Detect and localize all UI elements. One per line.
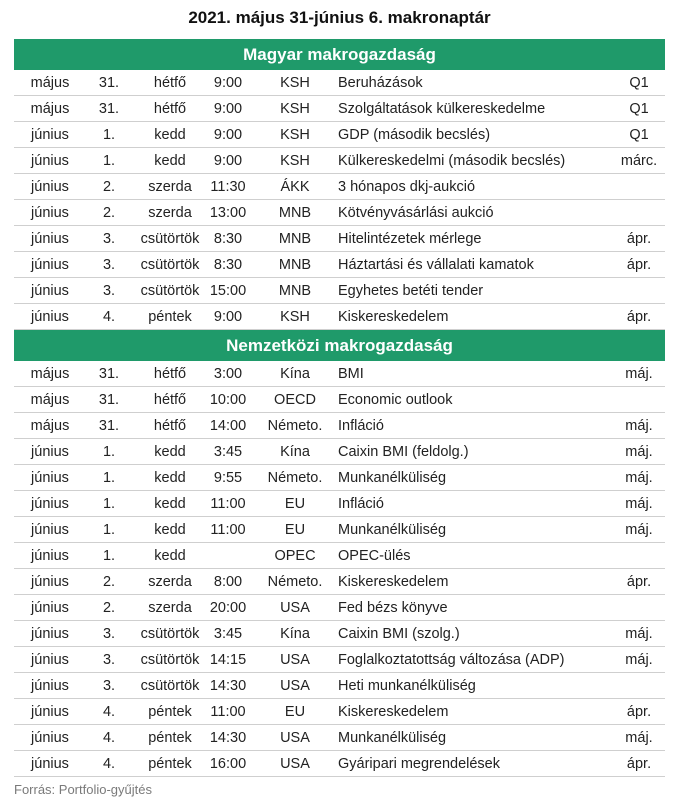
source-cell: ÁKK bbox=[280, 179, 310, 195]
period-cell: ápr. bbox=[626, 257, 652, 273]
event-cell: Infláció bbox=[338, 418, 384, 434]
event-cell: Kötvényvásárlási aukció bbox=[338, 205, 494, 221]
time-cell: 16:00 bbox=[209, 756, 247, 772]
time-cell: 9:00 bbox=[213, 75, 243, 91]
weekday-cell: hétfő bbox=[153, 366, 187, 382]
event-cell: Kiskereskedelem bbox=[338, 574, 449, 590]
source-cell: KSH bbox=[280, 127, 310, 143]
table-row bbox=[14, 413, 665, 439]
month-cell: május bbox=[30, 75, 70, 91]
weekday-cell: szerda bbox=[148, 600, 192, 616]
day-cell: 3. bbox=[102, 652, 116, 668]
event-cell: Beruházások bbox=[338, 75, 423, 91]
weekday-cell: péntek bbox=[148, 756, 192, 772]
day-cell: 4. bbox=[102, 309, 116, 325]
month-cell: június bbox=[31, 231, 69, 247]
time-cell: 3:00 bbox=[213, 366, 243, 382]
month-cell: június bbox=[31, 470, 69, 486]
period-cell: márc. bbox=[620, 153, 658, 169]
period-cell: ápr. bbox=[626, 231, 652, 247]
source-cell: Kína bbox=[280, 366, 310, 382]
event-cell: Fed bézs könyve bbox=[338, 600, 448, 616]
weekday-cell: péntek bbox=[148, 309, 192, 325]
table-row bbox=[14, 226, 665, 252]
month-cell: június bbox=[31, 574, 69, 590]
day-cell: 4. bbox=[102, 730, 116, 746]
month-cell: június bbox=[31, 548, 69, 564]
time-cell: 9:00 bbox=[213, 127, 243, 143]
event-cell: Caixin BMI (feldolg.) bbox=[338, 444, 469, 460]
day-cell: 31. bbox=[98, 75, 120, 91]
table-row bbox=[14, 699, 665, 725]
day-cell: 31. bbox=[98, 418, 120, 434]
source-cell: OECD bbox=[274, 392, 316, 408]
table-row bbox=[14, 595, 665, 621]
day-cell: 3. bbox=[102, 231, 116, 247]
weekday-cell: csütörtök bbox=[140, 678, 200, 694]
source-cell: MNB bbox=[278, 205, 312, 221]
weekday-cell: hétfő bbox=[153, 418, 187, 434]
period-cell: máj. bbox=[625, 366, 653, 382]
source-cell: Németo. bbox=[267, 418, 323, 434]
weekday-cell: csütörtök bbox=[140, 652, 200, 668]
weekday-cell: csütörtök bbox=[140, 257, 200, 273]
event-cell: Economic outlook bbox=[338, 392, 453, 408]
table-row bbox=[14, 465, 665, 491]
period-cell: ápr. bbox=[626, 756, 652, 772]
table-row bbox=[14, 439, 665, 465]
period-cell: máj. bbox=[625, 444, 653, 460]
month-cell: május bbox=[30, 366, 70, 382]
weekday-cell: kedd bbox=[154, 496, 186, 512]
weekday-cell: kedd bbox=[154, 522, 186, 538]
section-header: Magyar makrogazdaság bbox=[14, 39, 665, 70]
period-cell: máj. bbox=[625, 652, 653, 668]
month-cell: június bbox=[31, 205, 69, 221]
weekday-cell: kedd bbox=[154, 470, 186, 486]
day-cell: 2. bbox=[102, 205, 116, 221]
page-title: 2021. május 31-június 6. makronaptár bbox=[188, 8, 491, 27]
weekday-cell: hétfő bbox=[153, 75, 187, 91]
source-cell: OPEC bbox=[274, 548, 316, 564]
time-cell: 15:00 bbox=[209, 283, 247, 299]
source-cell: Németo. bbox=[267, 470, 323, 486]
source-cell: EU bbox=[284, 496, 306, 512]
month-cell: június bbox=[31, 626, 69, 642]
table-row bbox=[14, 148, 665, 174]
day-cell: 1. bbox=[102, 153, 116, 169]
event-cell: GDP (második becslés) bbox=[338, 127, 491, 143]
table-row bbox=[14, 96, 665, 122]
table-row bbox=[14, 621, 665, 647]
source-cell: KSH bbox=[280, 101, 310, 117]
table-row bbox=[14, 517, 665, 543]
table-row bbox=[14, 647, 665, 673]
table-row bbox=[14, 278, 665, 304]
month-cell: május bbox=[30, 101, 70, 117]
weekday-cell: csütörtök bbox=[140, 626, 200, 642]
period-cell: ápr. bbox=[626, 574, 652, 590]
time-cell: 8:30 bbox=[213, 231, 243, 247]
source-cell: KSH bbox=[280, 309, 310, 325]
calendar-table bbox=[14, 39, 665, 777]
source-cell: MNB bbox=[278, 231, 312, 247]
weekday-cell: péntek bbox=[148, 704, 192, 720]
event-cell: Szolgáltatások külkereskedelme bbox=[338, 101, 546, 117]
time-cell: 13:00 bbox=[209, 205, 247, 221]
weekday-cell: hétfő bbox=[153, 101, 187, 117]
source-cell: USA bbox=[280, 730, 310, 746]
month-cell: június bbox=[31, 756, 69, 772]
table-row bbox=[14, 174, 665, 200]
weekday-cell: szerda bbox=[148, 205, 192, 221]
period-cell: máj. bbox=[625, 496, 653, 512]
day-cell: 31. bbox=[98, 392, 120, 408]
event-cell: Munkanélküliség bbox=[338, 522, 447, 538]
time-cell: 3:45 bbox=[213, 626, 243, 642]
source-note: Forrás: Portfolio-gyűjtés bbox=[14, 782, 152, 797]
weekday-cell: kedd bbox=[154, 548, 186, 564]
day-cell: 2. bbox=[102, 600, 116, 616]
month-cell: június bbox=[31, 522, 69, 538]
source-cell: KSH bbox=[280, 75, 310, 91]
day-cell: 4. bbox=[102, 756, 116, 772]
day-cell: 1. bbox=[102, 470, 116, 486]
event-cell: Infláció bbox=[338, 496, 384, 512]
table-row bbox=[14, 673, 665, 699]
month-cell: június bbox=[31, 309, 69, 325]
source-cell: USA bbox=[280, 678, 310, 694]
time-cell: 3:45 bbox=[213, 444, 243, 460]
event-cell: 3 hónapos dkj-aukció bbox=[338, 179, 476, 195]
source-cell: MNB bbox=[278, 257, 312, 273]
source-cell: EU bbox=[284, 522, 306, 538]
month-cell: június bbox=[31, 444, 69, 460]
time-cell: 9:00 bbox=[213, 309, 243, 325]
day-cell: 2. bbox=[102, 179, 116, 195]
period-cell: Q1 bbox=[629, 127, 649, 143]
table-row bbox=[14, 569, 665, 595]
month-cell: június bbox=[31, 153, 69, 169]
month-cell: május bbox=[30, 392, 70, 408]
source-cell: Németo. bbox=[267, 574, 323, 590]
table-row bbox=[14, 751, 665, 777]
table-row bbox=[14, 725, 665, 751]
time-cell: 9:00 bbox=[213, 101, 243, 117]
source-cell: USA bbox=[280, 652, 310, 668]
month-cell: május bbox=[30, 418, 70, 434]
event-cell: Külkereskedelmi (második becslés) bbox=[338, 153, 566, 169]
time-cell: 20:00 bbox=[209, 600, 247, 616]
month-cell: június bbox=[31, 652, 69, 668]
time-cell: 11:00 bbox=[210, 704, 246, 720]
month-cell: június bbox=[31, 678, 69, 694]
weekday-cell: kedd bbox=[154, 127, 186, 143]
event-cell: Kiskereskedelem bbox=[338, 309, 449, 325]
month-cell: június bbox=[31, 704, 69, 720]
weekday-cell: kedd bbox=[154, 153, 186, 169]
table-row bbox=[14, 304, 665, 330]
source-cell: Kína bbox=[280, 626, 310, 642]
time-cell: 11:00 bbox=[210, 496, 246, 512]
time-cell: 14:00 bbox=[209, 418, 247, 434]
weekday-cell: kedd bbox=[154, 444, 186, 460]
month-cell: június bbox=[31, 600, 69, 616]
event-cell: Caixin BMI (szolg.) bbox=[338, 626, 460, 642]
month-cell: június bbox=[31, 257, 69, 273]
day-cell: 3. bbox=[102, 678, 116, 694]
weekday-cell: hétfő bbox=[153, 392, 187, 408]
time-cell: 9:55 bbox=[213, 470, 243, 486]
weekday-cell: péntek bbox=[148, 730, 192, 746]
period-cell: máj. bbox=[625, 522, 653, 538]
table-row bbox=[14, 361, 665, 387]
weekday-cell: csütörtök bbox=[140, 231, 200, 247]
period-cell: máj. bbox=[625, 470, 653, 486]
day-cell: 3. bbox=[102, 626, 116, 642]
day-cell: 2. bbox=[102, 574, 116, 590]
day-cell: 31. bbox=[98, 101, 120, 117]
period-cell: ápr. bbox=[626, 704, 652, 720]
event-cell: BMI bbox=[338, 366, 364, 382]
weekday-cell: csütörtök bbox=[140, 283, 200, 299]
source-cell: KSH bbox=[280, 153, 310, 169]
table-row bbox=[14, 122, 665, 148]
event-cell: OPEC-ülés bbox=[338, 548, 411, 564]
event-cell: Háztartási és vállalati kamatok bbox=[338, 257, 534, 273]
time-cell: 8:00 bbox=[213, 574, 243, 590]
time-cell: 11:30 bbox=[210, 179, 246, 195]
day-cell: 3. bbox=[102, 283, 116, 299]
time-cell: 8:30 bbox=[213, 257, 243, 273]
event-cell: Munkanélküliség bbox=[338, 730, 447, 746]
time-cell: 14:30 bbox=[209, 730, 247, 746]
table-row bbox=[14, 491, 665, 517]
time-cell: 14:15 bbox=[209, 652, 247, 668]
table-row bbox=[14, 387, 665, 413]
day-cell: 31. bbox=[98, 366, 120, 382]
event-cell: Gyáripari megrendelések bbox=[338, 756, 500, 772]
section-header: Nemzetközi makrogazdaság bbox=[14, 330, 665, 361]
day-cell: 4. bbox=[102, 704, 116, 720]
month-cell: június bbox=[31, 179, 69, 195]
period-cell: máj. bbox=[625, 730, 653, 746]
event-cell: Heti munkanélküliség bbox=[338, 678, 476, 694]
source-cell: MNB bbox=[278, 283, 312, 299]
period-cell: Q1 bbox=[629, 75, 649, 91]
weekday-cell: szerda bbox=[148, 574, 192, 590]
event-cell: Foglalkoztatottság változása (ADP) bbox=[338, 652, 565, 668]
time-cell: 11:00 bbox=[210, 522, 246, 538]
source-cell: USA bbox=[280, 600, 310, 616]
time-cell: 10:00 bbox=[209, 392, 247, 408]
period-cell: ápr. bbox=[626, 309, 652, 325]
source-cell: Kína bbox=[280, 444, 310, 460]
month-cell: június bbox=[31, 283, 69, 299]
source-cell: EU bbox=[284, 704, 306, 720]
period-cell: máj. bbox=[625, 626, 653, 642]
time-cell: 14:30 bbox=[209, 678, 247, 694]
day-cell: 1. bbox=[102, 522, 116, 538]
period-cell: Q1 bbox=[629, 101, 649, 117]
source-cell: USA bbox=[280, 756, 310, 772]
month-cell: június bbox=[31, 127, 69, 143]
event-cell: Kiskereskedelem bbox=[338, 704, 449, 720]
day-cell: 1. bbox=[102, 127, 116, 143]
event-cell: Munkanélküliség bbox=[338, 470, 447, 486]
event-cell: Hitelintézetek mérlege bbox=[338, 231, 482, 247]
time-cell: 9:00 bbox=[213, 153, 243, 169]
table-row bbox=[14, 70, 665, 96]
table-row bbox=[14, 543, 665, 569]
day-cell: 3. bbox=[102, 257, 116, 273]
event-cell: Egyhetes betéti tender bbox=[338, 283, 484, 299]
table-row bbox=[14, 252, 665, 278]
day-cell: 1. bbox=[102, 548, 116, 564]
month-cell: június bbox=[31, 496, 69, 512]
table-row bbox=[14, 200, 665, 226]
day-cell: 1. bbox=[102, 444, 116, 460]
month-cell: június bbox=[31, 730, 69, 746]
day-cell: 1. bbox=[102, 496, 116, 512]
weekday-cell: szerda bbox=[148, 179, 192, 195]
period-cell: máj. bbox=[625, 418, 653, 434]
